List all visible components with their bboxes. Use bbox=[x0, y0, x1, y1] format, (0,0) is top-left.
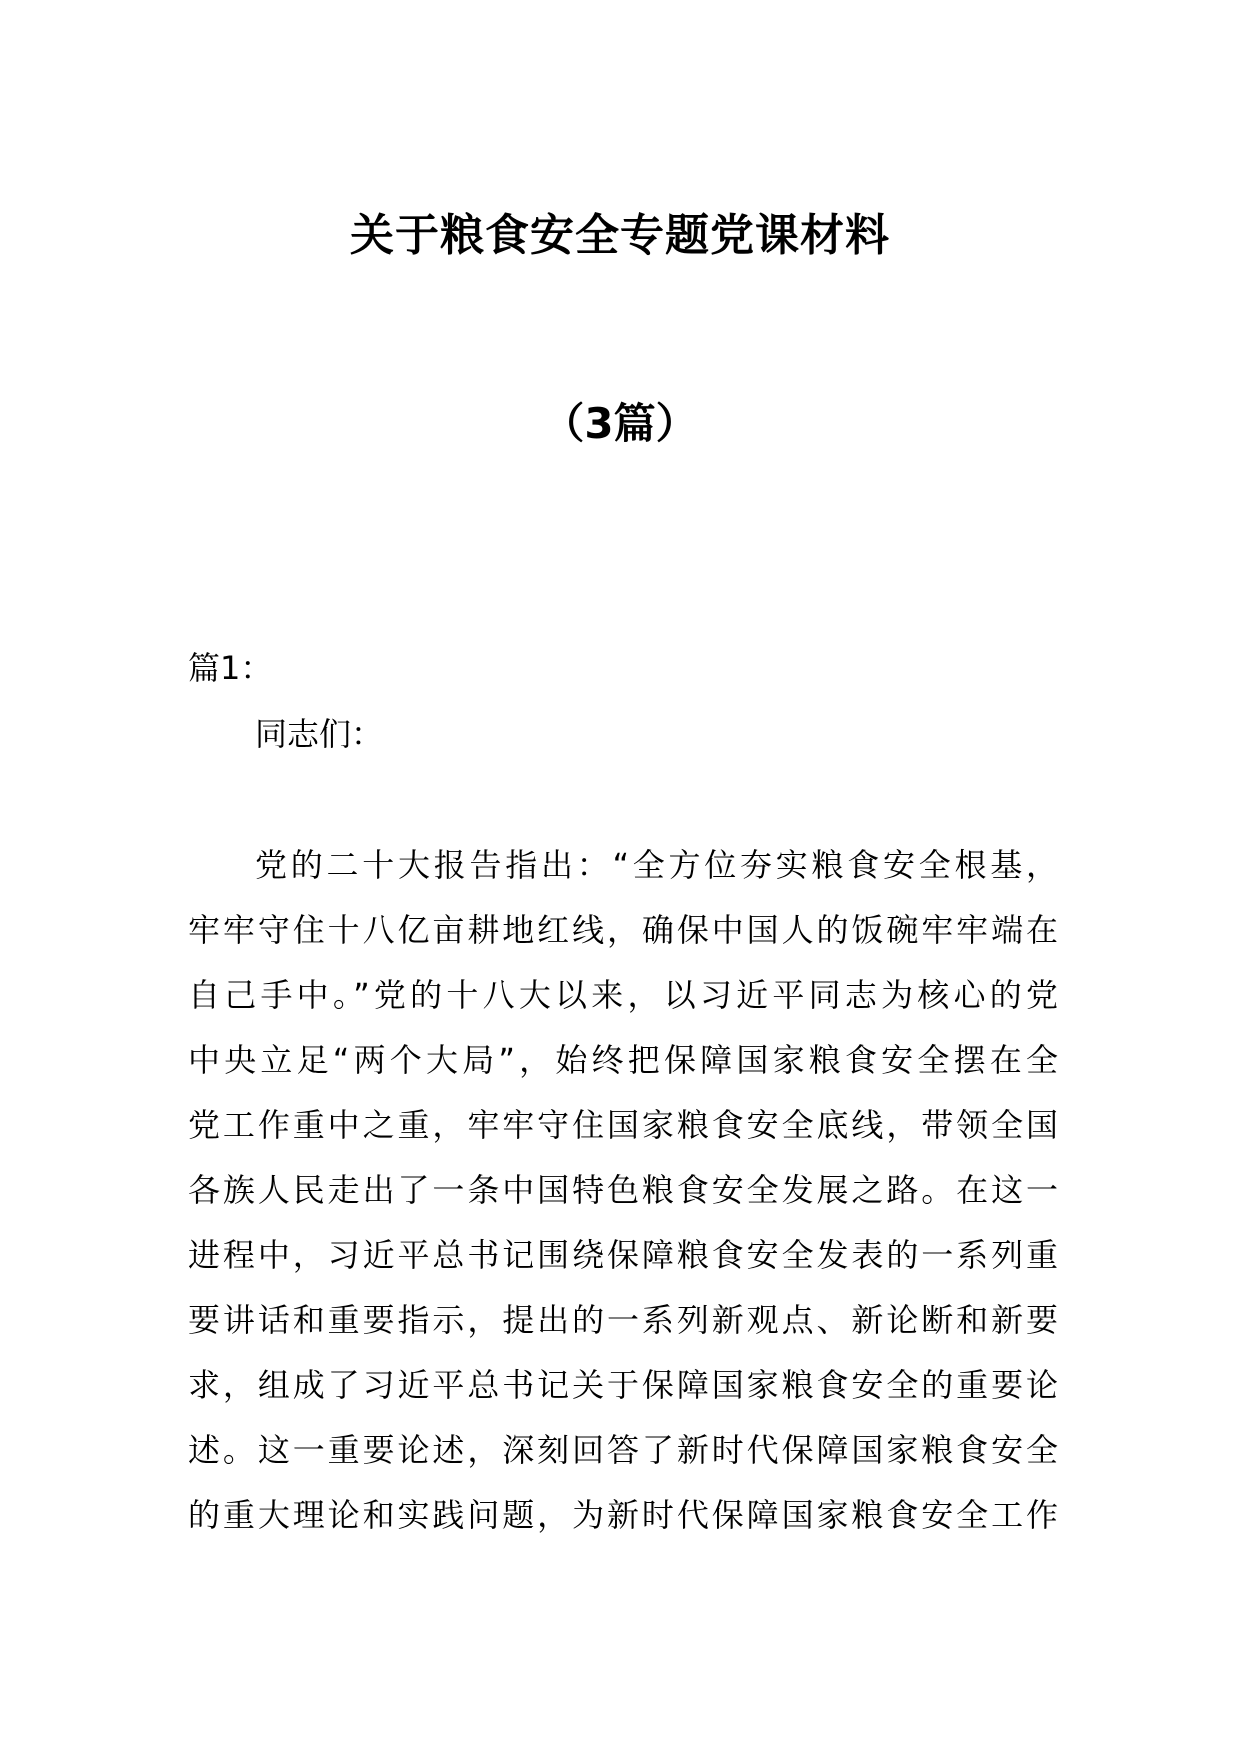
paragraph-line: 自己手中。”党的十八大以来，以习近平同志为核心的党 bbox=[188, 976, 1058, 1014]
paragraph-line: 各族人民走出了一条中国特色粮食安全发展之路。在这一 bbox=[188, 1171, 1058, 1209]
paragraph-line: 要讲话和重要指示，提出的一系列新观点、新论断和新要 bbox=[188, 1301, 1058, 1339]
paragraph-line: 述。这一重要论述，深刻回答了新时代保障国家粮食安全 bbox=[188, 1431, 1058, 1469]
paragraph-line: 党的二十大报告指出：“全方位夯实粮食安全根基， bbox=[255, 846, 1058, 884]
body-paragraph bbox=[188, 833, 1058, 1548]
document-title: 关于粮食安全专题党课材料 bbox=[350, 210, 890, 261]
paragraph-line: 中央立足“两个大局”，始终把保障国家粮食安全摆在全 bbox=[188, 1041, 1058, 1079]
paragraph-line: 牢牢守住十八亿亩耕地红线，确保中国人的饭碗牢牢端在 bbox=[188, 911, 1058, 949]
document-subtitle: （3篇） bbox=[542, 399, 698, 448]
paragraph-line: 求，组成了习近平总书记关于保障国家粮食安全的重要论 bbox=[188, 1366, 1058, 1404]
paragraph-line: 的重大理论和实践问题，为新时代保障国家粮食安全工作 bbox=[188, 1496, 1058, 1534]
paragraph-line: 进程中，习近平总书记围绕保障粮食安全发表的一系列重 bbox=[188, 1236, 1058, 1274]
salutation: 同志们： bbox=[255, 715, 384, 753]
paragraph-line: 党工作重中之重，牢牢守住国家粮食安全底线，带领全国 bbox=[188, 1106, 1058, 1144]
section-label: 篇1： bbox=[188, 649, 273, 687]
